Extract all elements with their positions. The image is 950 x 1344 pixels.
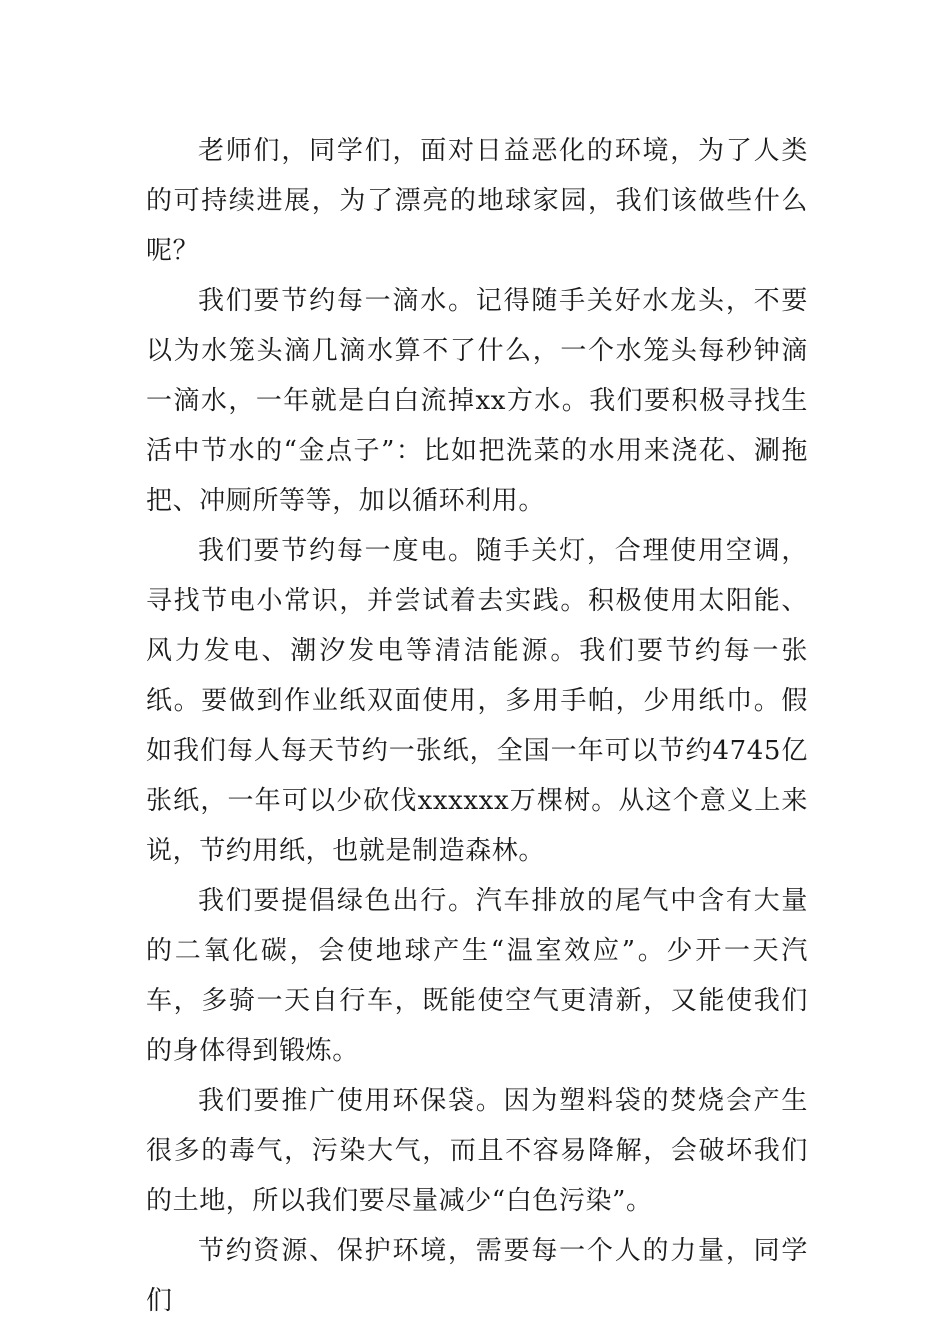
paragraph-intro: 老师们，同学们，面对日益恶化的环境，为了人类的可持续进展，为了漂亮的地球家园，我们该做些什么呢？ bbox=[146, 136, 808, 266]
paragraph-save-water: 我们要节约每一滴水。记得随手关好水龙头，不要以为水笼头滴几滴水算不了什么，一个水笼头每秒钟滴一滴水，一年就是白白流掉xx方水。我们要积极寻找生活中节水的“金点子”：比如把洗菜的水用来浇花、涮拖把、冲厕所等等，加以循环利用。 bbox=[146, 286, 808, 516]
paragraph-closing: 节约资源、保护环境，需要每一个人的力量，同学们 bbox=[146, 1236, 808, 1316]
paragraph-eco-bags: 我们要推广使用环保袋。因为塑料袋的焚烧会产生很多的毒气，污染大气，而且不容易降解，会破坏我们的土地，所以我们要尽量减少“白色污染”。 bbox=[146, 1086, 808, 1216]
document-body bbox=[146, 126, 808, 1326]
paragraph-save-electricity-paper: 我们要节约每一度电。随手关灯，合理使用空调，寻找节电小常识，并尝试着去实践。积极使用太阳能、风力发电、潮汐发电等清洁能源。我们要节约每一张纸。要做到作业纸双面使用，多用手帕，少用纸巾。假如我们每人每天节约一张纸，全国一年可以节约4745亿张纸，一年可以少砍伐xxxxxx万棵树。从这个意义上来说，节约用纸，也就是制造森林。 bbox=[146, 536, 808, 866]
paragraph-green-travel: 我们要提倡绿色出行。汽车排放的尾气中含有大量的二氧化碳，会使地球产生“温室效应”。少开一天汽车，多骑一天自行车，既能使空气更清新，又能使我们的身体得到锻炼。 bbox=[146, 886, 808, 1066]
